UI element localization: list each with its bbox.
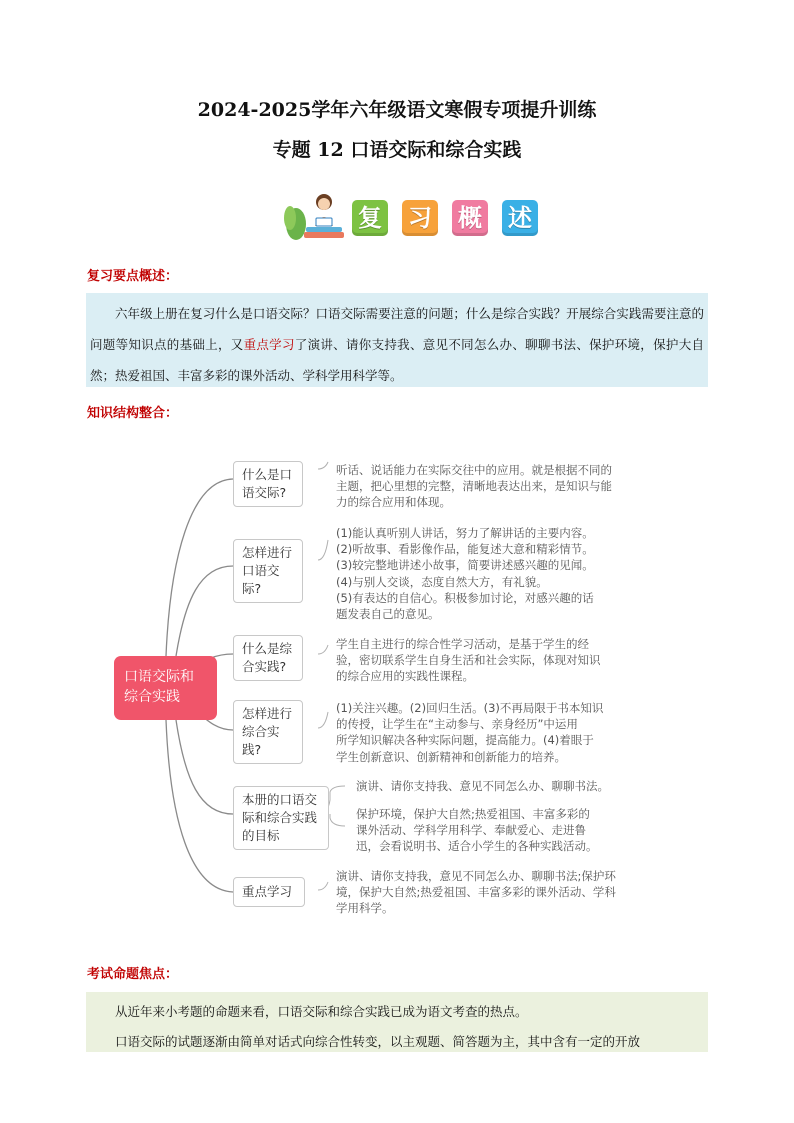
branch-key-study — [233, 877, 305, 907]
root-label-line: 口语交际和 — [124, 669, 194, 685]
desc-line: 境，保护大自然;热爱祖国、丰富多彩的课外活动、学科 — [336, 885, 616, 900]
desc-line: 学生自主进行的综合性学习活动，是基于学生的经 — [336, 637, 589, 651]
branch-desc-2 — [336, 525, 616, 622]
connector-6 — [166, 720, 233, 892]
summary-paragraph — [90, 298, 704, 391]
desc-line: 保护环境，保护大自然;热爱祖国、丰富多彩的 — [356, 807, 590, 821]
summary-highlight: 重点学习 — [243, 337, 295, 352]
desc-line: (1)关注兴趣。(2)回归生活。(3)不再局限于书本知识 — [336, 701, 604, 715]
root-label-line: 综合实践 — [124, 689, 180, 705]
desc-line: 题发表自己的意见。 — [336, 607, 440, 622]
reading-girl-illustration-icon — [282, 190, 346, 242]
branch-label-line: 口语交 — [242, 563, 280, 578]
mindmap-root — [114, 656, 217, 720]
desc-line: 验，密切联系学生自身生活和社会实际，体现对知识 — [336, 653, 601, 668]
branch-how-practice — [233, 700, 303, 764]
branch-label-line: 什么是口 — [242, 467, 293, 482]
branch-label-line: 怎样进行 — [242, 545, 293, 560]
branch-what-is-practice — [233, 635, 303, 681]
desc-line: 演讲、请你支持我、意见不同怎么办、聊聊书法。 — [356, 779, 609, 793]
desc-line: 的传授，让学生在“主动参与、亲身经历”中运用 — [336, 717, 578, 732]
branch-label-line: 的目标 — [242, 828, 280, 843]
branch-how-oral — [233, 539, 303, 603]
branch-what-is-oral — [233, 461, 303, 507]
bracket-6 — [318, 882, 328, 890]
branch-desc-1 — [336, 462, 616, 511]
summary-box — [86, 293, 708, 387]
banner-tile-2: 习 — [402, 200, 438, 236]
banner-tile-1: 复 — [352, 200, 388, 236]
desc-line: (1)能认真听别人讲话，努力了解讲话的主要内容。 — [336, 526, 594, 540]
desc-line: 学用科学。 — [336, 901, 394, 916]
branch-label-line: 际? — [242, 581, 262, 596]
branch-desc-6 — [336, 868, 616, 917]
branch-label-line: 语交际? — [242, 485, 287, 500]
branch-book-goals — [233, 786, 329, 850]
desc-line: 所学知识解决各种实际问题，提高能力。(4)着眼于 — [336, 733, 594, 748]
branch-label-line: 本册的口语交 — [242, 792, 318, 807]
branch-label-line: 践? — [242, 742, 262, 757]
desc-line: 演讲、请你支持我，意见不同怎么办、聊聊书法;保护环 — [336, 869, 616, 883]
structure-heading: 知识结构整合： — [87, 406, 179, 421]
summary-heading: 复习要点概述： — [87, 269, 179, 284]
desc-line: 主题，把心里想的完整，清晰地表达出来，是知识与能 — [336, 479, 612, 494]
desc-line: 的综合应用的实践性课程。 — [336, 669, 474, 684]
exam-paragraph-1: 从近年来小考题的命题来看，口语交际和综合实践已成为语文考查的热点。 — [115, 1004, 528, 1019]
exam-box — [86, 992, 708, 1052]
branch-label-line: 综合实 — [242, 724, 280, 739]
branch-label-line: 际和综合实践 — [242, 810, 318, 825]
branch-label-line: 合实践? — [242, 659, 287, 674]
desc-line: (2)听故事、看影像作品，能复述大意和精彩情节。 — [336, 542, 594, 557]
bracket-3 — [318, 645, 328, 654]
branch-desc-3 — [336, 636, 616, 685]
document-title: 2024-2025学年六年级语文寒假专项提升训练 — [197, 99, 597, 121]
connector-2 — [176, 566, 233, 656]
desc-line: 学生创新意识、创新精神和创新能力的培养。 — [336, 749, 566, 764]
bracket-4 — [318, 712, 328, 728]
exam-heading: 考试命题焦点： — [87, 967, 179, 982]
exam-paragraph-2: 口语交际的试题逐渐由简单对话式向综合性转变，以主观题、简答题为主，其中含有一定的开放 — [115, 1034, 641, 1049]
desc-line: 迅，会看说明书、适合小学生的各种实践活动。 — [356, 839, 598, 854]
summary-text-1: 六年级上册在复习什么是口语交际？口语交际需要注意的问题；什么是综合实践？开展综合实践需要注意的问题等知识点的基础上，又 — [90, 306, 704, 352]
review-banner — [282, 190, 542, 242]
branch-label-line: 什么是综 — [242, 641, 293, 656]
branch-desc-5b — [356, 806, 636, 855]
desc-line: (4)与别人交谈，态度自然大方，有礼貌。 — [336, 574, 548, 589]
summary-text-2: 了演讲、请你支持我、意见不同怎么办、聊聊书法、保护环境，保护大自然；热爱祖国、丰富多彩的课外活动、学科学用科学等。 — [90, 337, 704, 383]
banner-tile-4: 述 — [502, 200, 538, 236]
desc-line: (5)有表达的自信心。积极参加讨论，对感兴趣的话 — [336, 590, 594, 605]
document-subtitle: 专题 12 口语交际和综合实践 — [272, 139, 522, 161]
desc-line: 课外活动、学科学用科学、奉献爱心、走进鲁 — [356, 823, 586, 838]
bracket-1 — [318, 462, 328, 469]
branch-desc-5a — [356, 778, 636, 794]
branch-label-line: 重点学习 — [242, 884, 293, 899]
branch-label-line: 怎样进行 — [242, 706, 293, 721]
desc-line: 听话、说话能力在实际交往中的应用。就是根据不同的 — [336, 463, 612, 477]
connector-1 — [166, 479, 233, 656]
desc-line: (3)较完整地讲述小故事，简要讲述感兴趣的见闻。 — [336, 558, 594, 573]
banner-tile-3: 概 — [452, 200, 488, 236]
branch-desc-4 — [336, 700, 616, 765]
bracket-2 — [318, 540, 328, 560]
connector-5 — [176, 720, 233, 814]
desc-line: 力的综合应用和体现。 — [336, 495, 451, 510]
